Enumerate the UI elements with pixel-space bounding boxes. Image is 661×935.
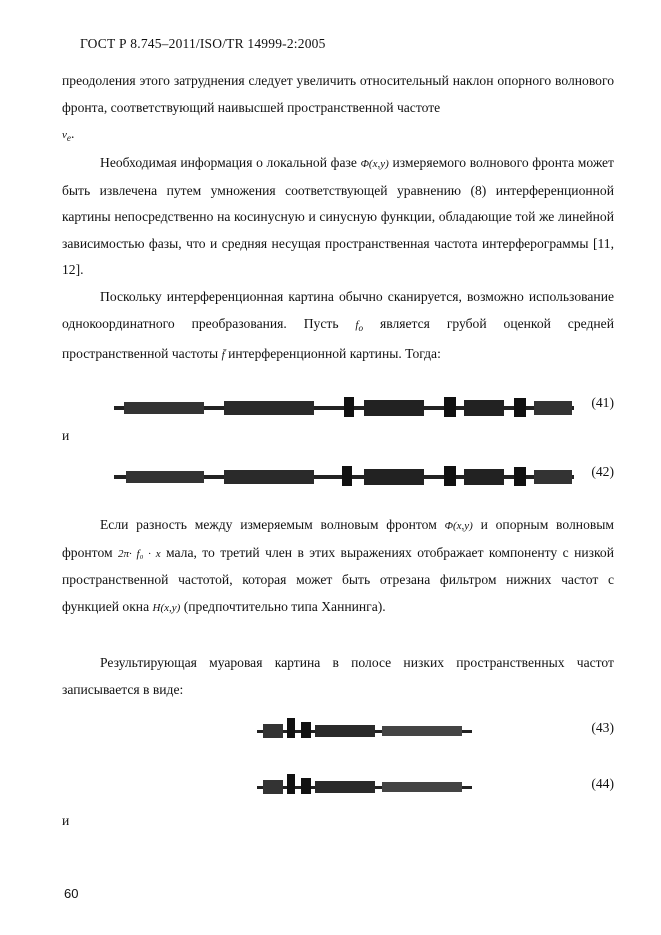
- fbar-symbol: f̄: [221, 349, 225, 362]
- paragraph-5-text: Результирующая муаровая картина в полосе низких пространственных частот записывается в виде:: [62, 655, 614, 697]
- equation-42-number: (42): [591, 464, 614, 479]
- page-number: 60: [64, 886, 79, 901]
- paragraph-1-text: преодоления этого затруднения следует увеличить относительный наклон опорного волнового фронта, соответствующий наивысшей пространственной частоте: [62, 73, 614, 115]
- standard-header: ГОСТ Р 8.745–2011/ISO/TR 14999-2:2005: [80, 36, 326, 51]
- equation-44-image: [257, 774, 472, 794]
- paragraph-4: [62, 512, 614, 621]
- and-word-1: и: [62, 428, 70, 443]
- equation-43-number: (43): [591, 720, 614, 735]
- equation-44-number: (44): [591, 776, 614, 791]
- paragraph-5: [62, 650, 614, 703]
- phi-formula-2: Φ(x,y): [444, 520, 473, 532]
- paragraph-4-text-d: (предпочтительно типа Ханнинга).: [183, 598, 386, 614]
- reference-wavefront-formula: 2π· f₀ · x: [118, 547, 161, 560]
- window-function-formula: H(x,y): [152, 601, 181, 614]
- paragraph-4-text-c: мала, то третий член в этих выражениях отображает компоненту с низкой пространственной частотой, которая может быть отрезана фильтром нижних частот с функцией окна: [62, 544, 614, 614]
- equation-42: [62, 462, 614, 488]
- paragraph-2-text-b: измеряемого волнового фронта может быть извлечена путем умножения соответствующей уравнению (8) интерференционной картины непосредственно на косинусную и синусную функции, обладающие той же линейной зависимостью фазы, что и средняя несущая пространственная частота интерферограммы [11, 12].: [62, 155, 615, 277]
- paragraph-3-text-c: интерференционной картины. Тогда:: [228, 346, 441, 362]
- paragraph-4-text-b: и опорным волновым фронтом: [62, 517, 615, 560]
- paragraph-4-text-a: Если разность между измеряемым волновым фронтом: [100, 517, 437, 532]
- equation-41-image: [114, 397, 574, 417]
- f0-symbol: $f_o$: [355, 318, 364, 333]
- equation-44: [62, 774, 614, 800]
- equation-41-number: (41): [591, 395, 614, 410]
- paragraph-3-text-a: Поскольку интерференционная картина обычно сканируется, возможно использование однокоординатного преобразования. Пусть: [62, 289, 614, 331]
- paragraph-2: [62, 150, 614, 284]
- paragraph-3-text-b: является грубой оценкой средней пространственной частоты: [62, 315, 614, 362]
- equation-43-image: [257, 718, 472, 738]
- phi-formula: Φ(x,y): [360, 158, 389, 170]
- equation-42-image: [114, 466, 574, 486]
- equation-41: [62, 393, 614, 419]
- and-word-2: и: [62, 813, 70, 828]
- nu-symbol: $\nu_e$: [62, 129, 71, 144]
- paragraph-2-text-a: Необходимая информация о локальной фазе: [100, 155, 357, 170]
- equation-43: [62, 718, 614, 744]
- paragraph-1: преодоления этого затруднения следует увеличить относительный наклон опорного волнового фронта, соответствующий наивысшей пространственной частоте $\nu_e$.: [62, 73, 614, 144]
- paragraph-3: [62, 284, 614, 369]
